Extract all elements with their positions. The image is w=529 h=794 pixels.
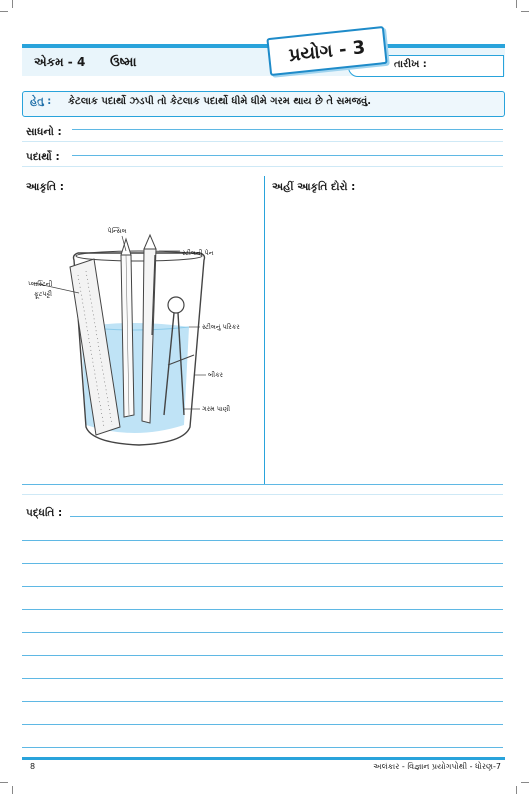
label-ruler-2: ફૂટપટ્ટી [34, 290, 53, 298]
method-line[interactable] [22, 540, 503, 541]
footer-bar [22, 757, 505, 760]
figure-divider [264, 176, 265, 484]
header-bar [22, 44, 505, 48]
page-number: 8 [30, 762, 36, 771]
method-line[interactable] [22, 747, 503, 748]
draw-here-label: અહીં આકૃતિ દોરો : [272, 181, 356, 193]
label-hot-water: ગરમ પાણી [202, 405, 231, 413]
label-compass: સ્ટીલનું પરિકર [202, 323, 240, 331]
beaker-illustration [24, 215, 260, 460]
method-line[interactable] [22, 724, 503, 725]
method-line[interactable] [22, 632, 503, 633]
method-line[interactable] [22, 655, 503, 656]
label-ruler-1: પ્લાસ્ટિની [28, 280, 53, 288]
topic-title: ઉષ્મા [110, 55, 137, 70]
method-label: પદ્ધતિ : [26, 507, 63, 519]
crop-mark [516, 0, 517, 8]
divider [22, 141, 503, 142]
date-label: તારીખ : [394, 59, 427, 70]
materials-label: પદાર્થો : [26, 151, 60, 163]
method-line[interactable] [70, 516, 503, 517]
divider [22, 494, 503, 495]
label-pencil: પેન્સિલ [107, 227, 127, 235]
label-beaker: બીકર [208, 371, 224, 379]
aim-label: હેતુ : [30, 96, 52, 107]
materials-line[interactable] [72, 155, 503, 156]
crop-mark [0, 11, 8, 12]
crop-mark [12, 786, 13, 794]
experiment-title: પ્રયોગ - 3 [287, 36, 367, 66]
crop-mark [516, 786, 517, 794]
method-line[interactable] [22, 678, 503, 679]
method-line[interactable] [22, 701, 503, 702]
method-line[interactable] [22, 609, 503, 610]
figure-bottom-line [22, 484, 503, 485]
crop-mark [521, 782, 529, 783]
divider [22, 166, 503, 167]
method-line[interactable] [22, 586, 503, 587]
figure-label: આકૃતિ : [26, 181, 64, 193]
crop-mark [521, 11, 529, 12]
label-steel-pen: સ્ટીલની પેન [182, 249, 214, 257]
method-line[interactable] [22, 563, 503, 564]
unit-number: એકમ - 4 [34, 55, 86, 69]
aim-text: કેટલાક પદાર્થો ઝડપી તો કેટલાક પદાર્થો ધીમે ધીમે ગરમ થાય છે તે સમજવું. [68, 96, 372, 107]
crop-mark [12, 0, 13, 8]
crop-mark [0, 782, 8, 783]
equipment-label: સાધનો : [26, 126, 62, 138]
equipment-line[interactable] [72, 129, 503, 130]
book-title: અલંકાર - વિજ્ઞાન પ્રયોગપોથી - ધોરણ-7 [373, 762, 501, 771]
